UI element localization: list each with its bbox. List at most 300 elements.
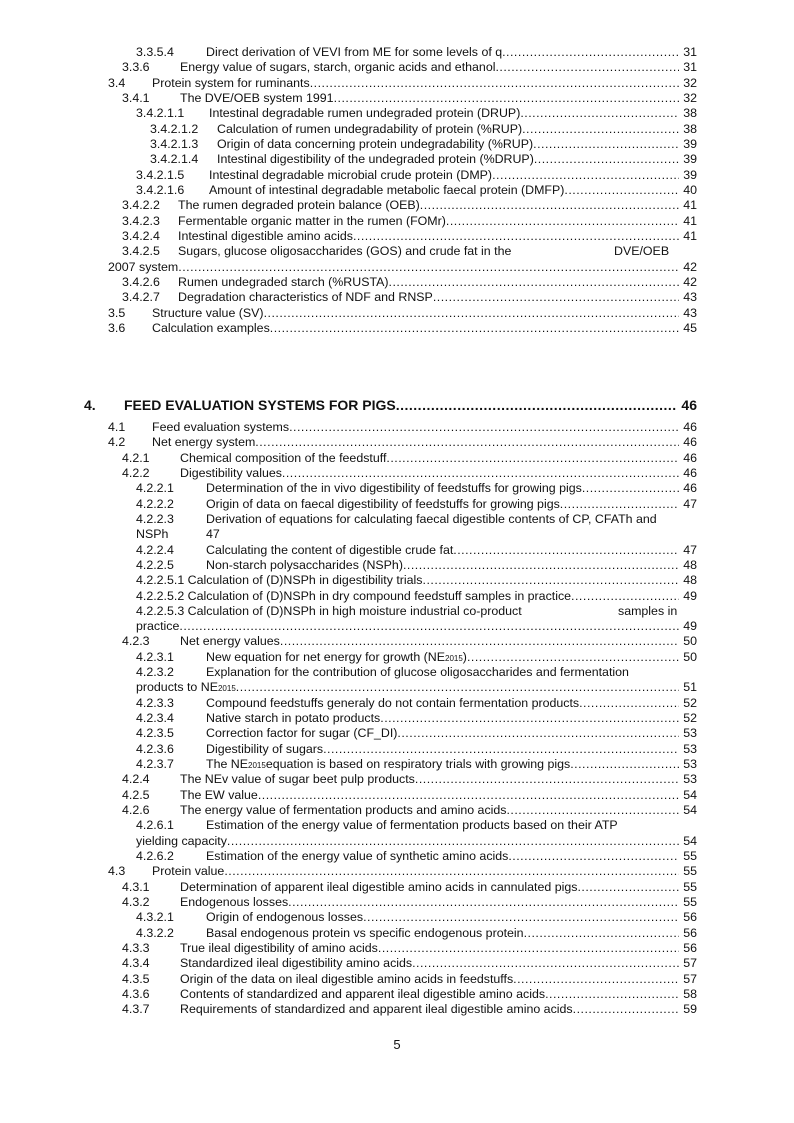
entry-title-text: 47 <box>206 527 220 541</box>
entry-title-text: Intestinal degradable microbial crude protein (DMP) <box>209 168 493 182</box>
entry-title <box>178 229 679 244</box>
page-ref: 50 <box>683 650 697 664</box>
page-ref: 47 <box>683 543 697 557</box>
page-ref: 38 <box>683 122 697 136</box>
toc-entry[interactable] <box>0 634 794 649</box>
entry-title <box>136 619 679 634</box>
entry-title <box>180 880 679 895</box>
toc-entry[interactable] <box>0 306 794 321</box>
entry-number: 4.3.2.2 <box>136 926 174 940</box>
entry-title-text: Intestinal digestible amino acids <box>178 229 353 243</box>
entry-title <box>209 106 679 121</box>
page-ref: 38 <box>683 106 697 120</box>
leader-dots <box>227 834 679 849</box>
entry-title-text: Determination of apparent ileal digestible amino acids in cannulated pigs <box>180 880 578 894</box>
entry-number: 4.2.2.2 <box>136 497 174 511</box>
toc-entry[interactable] <box>0 589 794 604</box>
toc-entry[interactable] <box>0 803 794 818</box>
entry-title-text: 2007 system <box>108 260 179 274</box>
leader-dots <box>380 711 679 726</box>
leader-dots <box>508 849 679 864</box>
page-ref: 46 <box>683 481 697 495</box>
toc-entry[interactable] <box>0 788 794 803</box>
section-number: 4. <box>84 397 96 413</box>
leader-dots <box>386 451 679 466</box>
entry-title-text: Origin of the data on ileal digestible amino acids in feedstuffs <box>180 972 514 986</box>
entry-number: 4.3 <box>108 864 126 878</box>
entry-number: NSPh <box>136 527 169 541</box>
entry-title <box>206 726 679 741</box>
entry-number: 3.4.2.1.2 <box>150 122 199 136</box>
entry-title-text: Direct derivation of VEVI from ME for some levels of q <box>206 45 503 59</box>
toc-entry[interactable] <box>0 680 794 695</box>
leader-dots <box>289 420 679 435</box>
toc-entry[interactable] <box>0 941 794 956</box>
entry-title-text: Explanation for the contribution of glucose oligosaccharides and fermentation <box>206 665 629 679</box>
toc-entry[interactable] <box>0 910 794 925</box>
entry-number: 4.2 <box>108 435 126 449</box>
entry-title <box>180 466 679 481</box>
page-ref: 48 <box>683 573 697 587</box>
page-ref: 53 <box>683 757 697 771</box>
entry-title <box>152 321 679 336</box>
entry-title <box>180 772 679 787</box>
page-ref: 43 <box>683 290 697 304</box>
leader-dots <box>236 680 679 696</box>
entry-title-text: Endogenous losses <box>180 895 289 909</box>
page-ref: 57 <box>683 956 697 970</box>
entry-number: 4.3.2.1 <box>136 910 174 924</box>
toc-entry[interactable] <box>0 1002 794 1017</box>
leader-dots <box>412 956 679 971</box>
entry-number: 3.4.2.1.1 <box>136 106 185 120</box>
toc-entry[interactable] <box>0 573 794 588</box>
toc-entry[interactable] <box>0 956 794 971</box>
entry-title <box>206 849 679 864</box>
toc-entry[interactable] <box>0 512 794 527</box>
entry-title-text: Requirements of standardized and apparent ileal digestible amino acids <box>180 1002 573 1016</box>
toc-entry[interactable] <box>0 696 794 711</box>
entry-number: 4.3.2 <box>122 895 150 909</box>
entry-number: 4.2.2.3 <box>136 512 174 526</box>
toc-entry[interactable] <box>0 849 794 864</box>
entry-number: 4.2.3.7 <box>136 757 174 771</box>
leader-dots <box>545 987 679 1002</box>
leader-dots <box>433 290 679 305</box>
toc-entry[interactable] <box>0 321 794 336</box>
entry-title <box>180 788 679 803</box>
leader-dots <box>280 634 679 649</box>
entry-title <box>206 665 695 680</box>
leader-dots <box>560 497 679 512</box>
entry-number: 3.4.2.1.4 <box>150 152 199 166</box>
page-ref: 49 <box>683 619 697 633</box>
page-ref: 42 <box>683 275 697 289</box>
leader-dots <box>415 772 679 787</box>
leader-dots <box>397 726 679 741</box>
entry-title <box>180 1002 679 1017</box>
toc-entry[interactable] <box>0 198 794 213</box>
entry-title-text: The NEv value of sugar beet pulp products <box>180 772 415 786</box>
entry-number: 3.4.2.1.5 <box>136 168 185 182</box>
toc-entry[interactable] <box>0 76 794 91</box>
entry-title-text: Non-starch polysaccharides (NSPh) <box>206 558 403 572</box>
page-ref: 31 <box>683 45 697 59</box>
page-ref: 50 <box>683 634 697 648</box>
entry-number: 3.4.2.3 <box>122 214 160 228</box>
leader-dots <box>564 183 679 198</box>
toc-entry[interactable] <box>0 214 794 229</box>
toc-entry[interactable] <box>0 420 794 435</box>
toc-entry[interactable] <box>0 772 794 787</box>
leader-dots <box>573 1002 679 1017</box>
entry-title <box>209 183 679 198</box>
leader-dots <box>534 152 679 167</box>
page-ref: 56 <box>683 941 697 955</box>
entry-title-text: 4.2.2.5.3 Calculation of (D)NSPh in high moisture industrial co-product <box>136 604 522 618</box>
leader-dots <box>446 214 679 229</box>
toc-entry[interactable] <box>0 726 794 741</box>
leader-dots <box>224 864 679 879</box>
toc-entry[interactable] <box>0 106 794 121</box>
entry-title-text: Origin of endogenous losses <box>206 910 364 924</box>
entry-title-text: Degradation characteristics of NDF and RNSP <box>178 290 433 304</box>
page-ref: 55 <box>683 849 697 863</box>
entry-number: 3.4.2.7 <box>122 290 160 304</box>
toc-entry[interactable] <box>0 122 794 137</box>
entry-title-text: yielding capacity <box>136 834 227 848</box>
toc-entry[interactable] <box>0 481 794 496</box>
entry-title-text: Digestibility of sugars <box>206 742 324 756</box>
toc-entry[interactable] <box>0 152 794 167</box>
entry-title-text: Rumen undegraded starch (%RUSTA) <box>178 275 389 289</box>
toc-entry[interactable] <box>0 168 794 183</box>
leader-dots <box>524 926 679 941</box>
entry-number: 3.4.2.1.6 <box>136 183 185 197</box>
page-ref: 32 <box>683 91 697 105</box>
entry-title <box>206 742 679 757</box>
entry-title <box>152 864 679 879</box>
entry-title-text: Determination of the in vivo digestibility of feedstuffs for growing pigs <box>206 481 582 495</box>
toc-entry[interactable] <box>0 60 794 75</box>
page-ref: 55 <box>683 880 697 894</box>
leader-dots <box>467 650 679 666</box>
page-ref: 40 <box>683 183 697 197</box>
entry-number: 4.2.4 <box>122 772 150 786</box>
toc-entry[interactable] <box>0 972 794 987</box>
page-ref: 57 <box>683 972 697 986</box>
entry-title-text: Native starch in potato products <box>206 711 381 725</box>
leader-dots <box>264 306 679 321</box>
entry-number: 4.3.7 <box>122 1002 150 1016</box>
toc-entry[interactable] <box>0 466 794 481</box>
entry-title-text: practice <box>136 619 180 633</box>
page-ref: 41 <box>683 214 697 228</box>
entry-title <box>180 634 679 649</box>
leader-dots <box>310 76 679 91</box>
entry-title <box>206 696 679 711</box>
toc-entry[interactable] <box>0 880 794 895</box>
entry-title-text: Structure value (SV) <box>152 306 264 320</box>
leader-dots <box>270 321 679 336</box>
toc-entry[interactable] <box>0 229 794 244</box>
page-ref: 41 <box>683 198 697 212</box>
leader-dots <box>396 396 677 414</box>
leader-dots <box>178 260 679 275</box>
page-ref: 58 <box>683 987 697 1001</box>
entry-title <box>180 451 679 466</box>
leader-dots <box>423 573 680 588</box>
entry-title <box>180 972 679 987</box>
entry-number: 3.4 <box>108 76 126 90</box>
entry-title <box>136 834 679 849</box>
toc-entry[interactable] <box>0 91 794 106</box>
leader-dots <box>579 696 679 711</box>
entry-number: 4.3.5 <box>122 972 150 986</box>
entry-title-text: Standardized ileal digestibility amino acids <box>180 956 413 970</box>
toc-entry[interactable] <box>0 818 794 833</box>
entry-title-text: Calculation examples <box>152 321 270 335</box>
entry-title-text: Intestinal digestibility of the undegraded protein (%DRUP) <box>217 152 534 166</box>
entry-number: 4.2.3.2 <box>136 665 174 679</box>
entry-number: 3.3.6 <box>122 60 150 74</box>
leader-dots <box>389 275 679 290</box>
leader-dots <box>282 466 679 481</box>
entry-title-text: Digestibility values <box>180 466 282 480</box>
entry-title-text: Fermentable organic matter in the rumen (FOMr) <box>178 214 446 228</box>
entry-number: 4.2.3.5 <box>136 726 174 740</box>
entry-number: 4.2.2 <box>122 466 150 480</box>
entry-title-text: equation is based on respiratory trials with growing pigs <box>265 757 571 771</box>
entry-title-text: Intestinal degradable rumen undegraded protein (DRUP) <box>209 106 521 120</box>
leader-dots <box>582 481 679 496</box>
entry-title-text: Origin of data on faecal digestibility of feedstuffs for growing pigs <box>206 497 560 511</box>
entry-number: 4.2.3.6 <box>136 742 174 756</box>
entry-title <box>180 91 679 106</box>
page-ref: 55 <box>683 895 697 909</box>
entry-title-text: ) <box>462 650 467 664</box>
page-ref: 53 <box>683 726 697 740</box>
page-ref: 49 <box>683 589 697 603</box>
toc-entry[interactable] <box>0 987 794 1002</box>
entry-title <box>206 757 679 773</box>
entry-title <box>206 818 695 833</box>
entry-title-continuation: DVE/OEB <box>614 244 670 258</box>
toc-entry[interactable] <box>0 558 794 573</box>
page-ref: 47 <box>683 497 697 511</box>
entry-title-text: Estimation of the energy value of synthetic amino acids <box>206 849 509 863</box>
entry-title <box>206 926 679 941</box>
toc-entry[interactable] <box>0 742 794 757</box>
subscript: 2015 <box>217 684 236 693</box>
page-ref: 31 <box>683 60 697 74</box>
leader-dots <box>571 589 679 604</box>
entry-number: 4.2.1 <box>122 451 150 465</box>
page-ref: 54 <box>683 834 697 848</box>
toc-entry[interactable] <box>0 864 794 879</box>
entry-title <box>178 290 679 305</box>
entry-title-text: True ileal digestibility of amino acids <box>180 941 378 955</box>
leader-dots <box>353 229 679 244</box>
entry-title-text: Chemical composition of the feedstuff <box>180 451 387 465</box>
page-ref: 39 <box>683 152 697 166</box>
leader-dots <box>492 168 679 183</box>
toc-entry[interactable] <box>0 604 794 619</box>
entry-number: 3.6 <box>108 321 126 335</box>
entry-title <box>209 168 679 183</box>
toc-entry[interactable] <box>0 834 794 849</box>
toc-entry[interactable] <box>0 757 794 772</box>
leader-dots <box>495 60 679 75</box>
toc-entry[interactable] <box>0 244 794 259</box>
entry-number: 4.2.2.4 <box>136 543 174 557</box>
entry-number: 3.4.2.4 <box>122 229 160 243</box>
entry-title-text: Derivation of equations for calculating faecal digestible contents of CP, CFATh and <box>206 512 657 526</box>
page-ref: 45 <box>683 321 697 335</box>
entry-title-text: Net energy values <box>180 634 280 648</box>
entry-title-text: Correction factor for sugar (CF_DI) <box>206 726 398 740</box>
leader-dots <box>577 880 679 895</box>
leader-dots <box>255 435 679 450</box>
entry-title <box>206 711 679 726</box>
leader-dots <box>323 742 679 757</box>
entry-title <box>206 910 679 925</box>
toc-entry[interactable] <box>0 290 794 305</box>
entry-title <box>206 481 679 496</box>
page-ref: 54 <box>683 803 697 817</box>
entry-title-text: 4.2.2.5.2 Calculation of (D)NSPh in dry compound feedstuff samples in practice <box>136 589 572 603</box>
leader-dots <box>179 619 679 634</box>
page-ref: 41 <box>683 229 697 243</box>
leader-dots <box>513 972 679 987</box>
entry-title-text: Compound feedstuffs generaly do not contain fermentation products <box>206 696 580 710</box>
toc-entry[interactable] <box>0 665 794 680</box>
entry-title <box>136 604 695 619</box>
toc-entry[interactable] <box>0 619 794 634</box>
entry-title <box>206 512 695 527</box>
page-ref: 51 <box>683 680 697 694</box>
entry-title <box>152 306 679 321</box>
entry-title <box>206 650 679 666</box>
entry-title-text: Contents of standardized and apparent ileal digestible amino acids <box>180 987 546 1001</box>
entry-title-text: Feed evaluation systems <box>152 420 290 434</box>
entry-title-text: Calculation of rumen undegradability of protein (%RUP) <box>217 122 523 136</box>
toc-entry[interactable] <box>0 183 794 198</box>
entry-title <box>180 941 679 956</box>
leader-dots <box>520 106 679 121</box>
page-ref: 39 <box>683 137 697 151</box>
leader-dots <box>570 757 679 773</box>
leader-dots <box>363 910 679 925</box>
page-ref: 55 <box>683 864 697 878</box>
leader-dots <box>533 137 679 152</box>
entry-number: 4.2.3.4 <box>136 711 174 725</box>
entry-number: 3.5 <box>108 306 126 320</box>
entry-number: 4.2.6.2 <box>136 849 174 863</box>
entry-title-text: The EW value <box>180 788 258 802</box>
entry-number: 3.4.2.1.3 <box>150 137 199 151</box>
entry-title <box>217 152 679 167</box>
entry-title-text: products to NE <box>136 680 218 694</box>
entry-title <box>180 987 679 1002</box>
toc-entry[interactable] <box>0 275 794 290</box>
toc-entry[interactable] <box>0 543 794 558</box>
entry-title <box>178 198 679 213</box>
entry-title-text: The rumen degraded protein balance (OEB) <box>178 198 420 212</box>
entry-title-text: Sugars, glucose oligosaccharides (GOS) and crude fat in the <box>178 244 512 258</box>
entry-number: 4.2.3.1 <box>136 650 174 664</box>
entry-title <box>206 497 679 512</box>
entry-title-text: Calculating the content of digestible crude fat <box>206 543 454 557</box>
toc-entry[interactable] <box>0 45 794 60</box>
entry-title <box>206 527 695 542</box>
entry-title-text: Protein value <box>152 864 225 878</box>
entry-title <box>136 573 679 588</box>
page-ref: 53 <box>683 772 697 786</box>
leader-dots <box>506 803 679 818</box>
entry-title <box>180 803 679 818</box>
entry-title <box>136 680 679 696</box>
entry-number: 3.3.5.4 <box>136 45 174 59</box>
entry-number: 4.2.2.5 <box>136 558 174 572</box>
leader-dots <box>403 558 679 573</box>
entry-title-text: Energy value of sugars, starch, organic acids and ethanol <box>180 60 496 74</box>
toc-entry[interactable] <box>0 527 794 542</box>
leader-dots <box>420 198 679 213</box>
entry-title <box>180 895 679 910</box>
page-ref: 48 <box>683 558 697 572</box>
leader-dots <box>334 91 679 106</box>
section-title <box>124 396 677 414</box>
entry-title <box>136 589 679 604</box>
entry-title-continuation: samples in <box>618 604 678 618</box>
entry-title-text: New equation for net energy for growth (NE <box>206 650 445 664</box>
leader-dots <box>378 941 679 956</box>
toc-entry[interactable] <box>0 895 794 910</box>
entry-title-text: The DVE/OEB system 1991 <box>180 91 334 105</box>
toc-entry[interactable] <box>0 497 794 512</box>
entry-title-text: Basal endogenous protein vs specific endogenous protein <box>206 926 524 940</box>
entry-title <box>178 275 679 290</box>
leader-dots <box>258 788 679 803</box>
entry-number: 4.1 <box>108 420 126 434</box>
subscript: 2015 <box>445 654 463 663</box>
page-ref: 52 <box>683 711 697 725</box>
entry-title-text: Estimation of the energy value of fermentation products based on their ATP <box>206 818 618 832</box>
entry-number: 3.4.2.2 <box>122 198 160 212</box>
toc-entry[interactable] <box>0 137 794 152</box>
entry-number: 4.2.6.1 <box>136 818 174 832</box>
toc-entry[interactable] <box>0 711 794 726</box>
entry-title <box>217 137 679 152</box>
toc-entry[interactable] <box>0 650 794 665</box>
entry-number: 4.2.5 <box>122 788 150 802</box>
leader-dots <box>288 895 679 910</box>
section-heading[interactable] <box>0 396 794 414</box>
entry-title <box>206 45 679 60</box>
page-ref: 53 <box>683 742 697 756</box>
toc-entry[interactable] <box>0 435 794 450</box>
page-ref: 46 <box>683 466 697 480</box>
page-ref: 42 <box>683 260 697 274</box>
page-ref: 56 <box>683 910 697 924</box>
toc-entry[interactable] <box>0 451 794 466</box>
page-ref: 32 <box>683 76 697 90</box>
toc-entry[interactable] <box>0 260 794 275</box>
toc-entry[interactable] <box>0 926 794 941</box>
page-ref: 54 <box>683 788 697 802</box>
entry-number: 4.2.3 <box>122 634 150 648</box>
